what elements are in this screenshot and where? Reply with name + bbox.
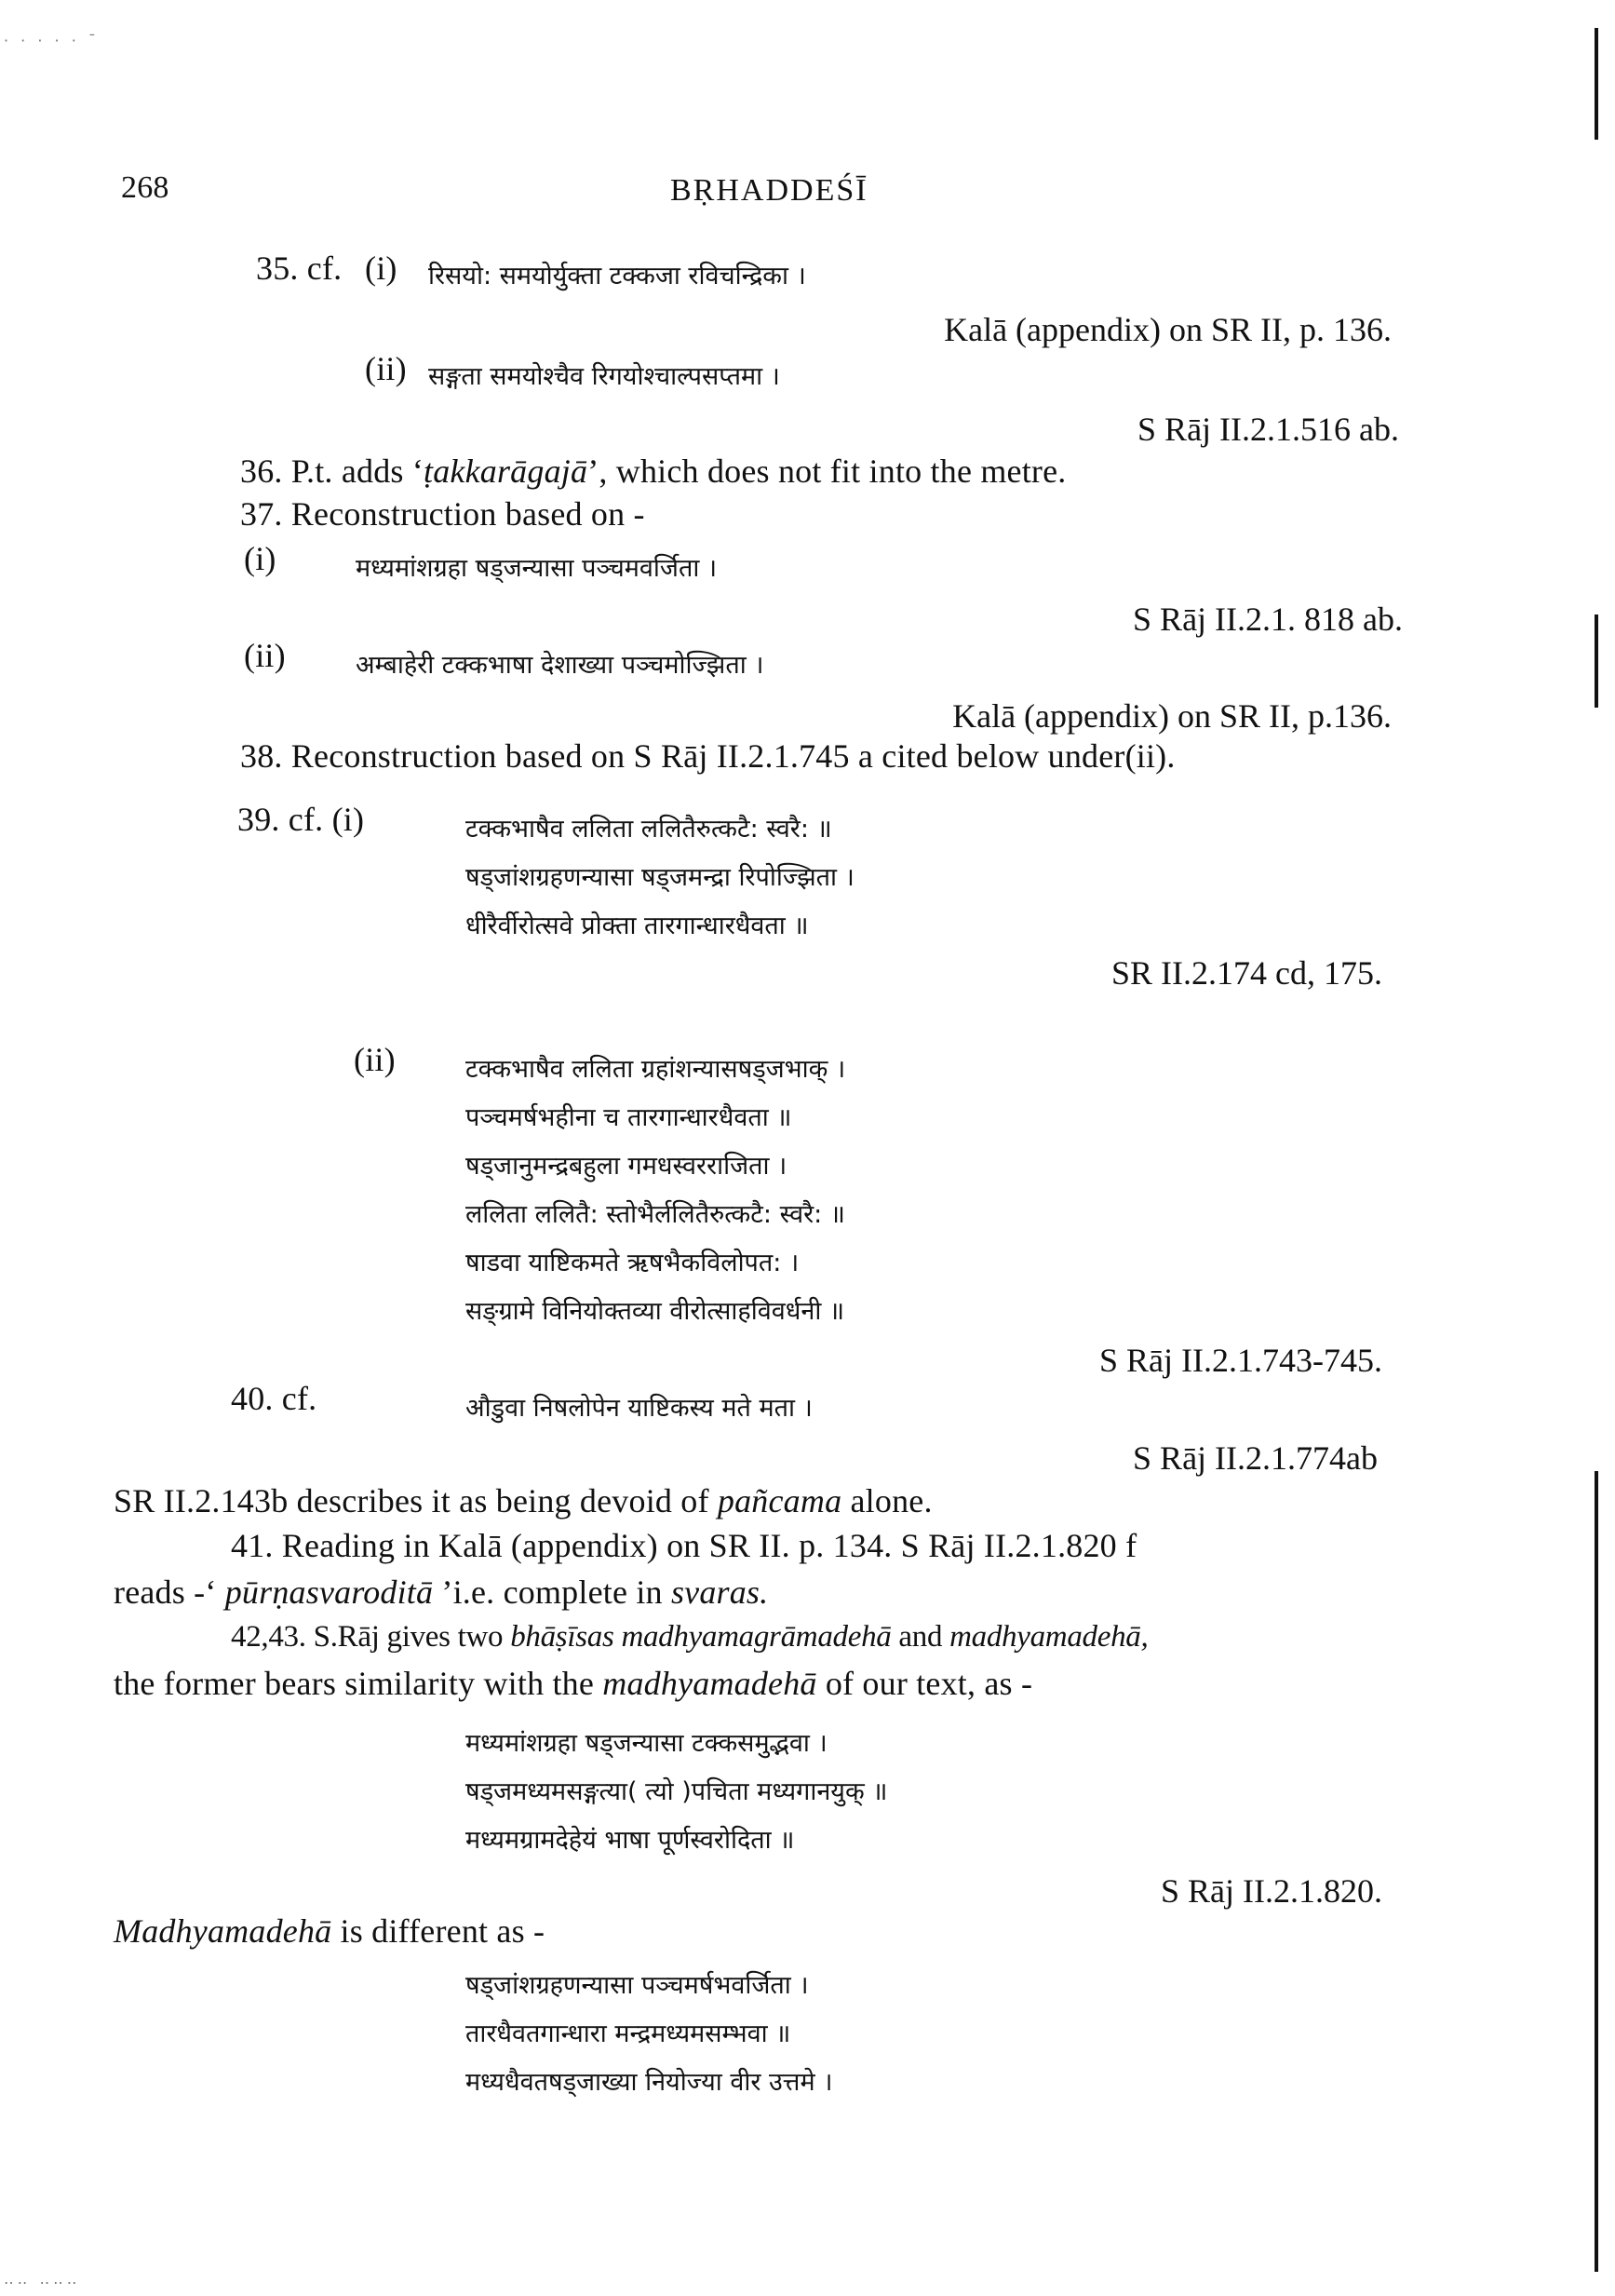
note-41-line-2: [114, 1573, 768, 1612]
note-40-label: 40. cf.: [231, 1380, 317, 1417]
note-42-43-diff-post: is different as -: [331, 1912, 545, 1950]
note-42-43-line-1-italic-3: madhyamadehā,: [949, 1620, 1149, 1654]
note-42-43-line-2-post: of our text, as -: [816, 1665, 1033, 1702]
note-36-post: ’, which does not fit into the metre.: [587, 452, 1067, 490]
note-39-ii-line-5: षाडवा याष्टिकमते ऋषभैकविलोपत: ।: [465, 1249, 800, 1277]
note-35-i-ref: Kalā (appendix) on SR II, p. 136.: [944, 311, 1392, 348]
note-40-line: [114, 1482, 933, 1520]
note-35-i-marker: (i): [365, 250, 397, 287]
note-39-ii-line-2: पञ्चमर्षभहीना च तारगान्धारधैवता ॥: [465, 1103, 792, 1132]
note-37-i-ref: S Rāj II.2.1. 818 ab.: [1133, 601, 1403, 638]
note-42-43-line-1-italic-1: bhāṣīsas: [510, 1620, 614, 1654]
scan-edge-dots: · · · · · ˉ: [4, 32, 100, 49]
note-42-43-a-line-3: मध्यमग्रामदेहेयं भाषा पूर्णस्वरोदिता ॥: [465, 1826, 795, 1855]
note-42-43-a-line-1: मध्यमांशग्रहा षड्जन्यासा टक्कसमुद्भवा ।: [465, 1729, 828, 1758]
note-37-label: 37. Reconstruction based on -: [240, 495, 645, 533]
note-41-line-2-pre: reads -‘: [114, 1573, 225, 1611]
note-41-line-2-italic-1: pūrṇasvaroditā: [224, 1573, 434, 1611]
note-40-line-italic: pañcama: [717, 1482, 842, 1519]
note-37-ii-marker: (ii): [244, 637, 286, 674]
note-37-ii-ref: Kalā (appendix) on SR II, p.136.: [952, 697, 1392, 735]
note-39-i-line-2: षड्जांशग्रहणन्यासा षड्जमन्द्रा रिपोज्झिता ।: [465, 863, 855, 892]
note-39-i-ref: SR II.2.174 cd, 175.: [1111, 954, 1382, 992]
note-42-43-b-line-2: तारधैवतगान्धारा मन्द्रमध्यमसम्भवा ॥: [465, 2019, 791, 2048]
note-40-ref: S Rāj II.2.1.774ab: [1133, 1439, 1378, 1477]
note-39-ii-marker: (ii): [354, 1041, 396, 1078]
note-42-43-a-line-2: षड्जमध्यमसङ्गत्या( त्यो )पचिता मध्यगानयुक् ॥: [465, 1777, 888, 1806]
scan-edge-dots: ‥‥ ‥‥‥: [4, 2270, 81, 2288]
note-42-43-line-2-pre: the former bears similarity with the: [114, 1665, 603, 1702]
note-39-ii-line-3: षड्जानुमन्द्रबहुला गमधस्वरराजिता ।: [465, 1152, 787, 1181]
note-42-43-b-line-1: षड्जांशग्रहणन्यासा पञ्चमर्षभवर्जिता ।: [465, 1971, 809, 2000]
page-number: 268: [121, 170, 169, 205]
note-35-ii-marker: (ii): [365, 350, 407, 387]
note-35-i-text: रिसयो: समयोर्युक्ता टक्कजा रविचन्द्रिका ।: [428, 262, 806, 290]
note-40-line-pre: SR II.2.143b describes it as being devoid of: [114, 1482, 718, 1519]
note-39-ii-line-1: टक्कभाषैव ललिता ग्रहांशन्यासषड्जभाक् ।: [465, 1055, 846, 1084]
note-42-43-line-2: [114, 1665, 1032, 1703]
note-42-43-line-1-and: and: [891, 1620, 950, 1654]
note-37-ii-text: अम्बाहेरी टक्कभाषा देशाख्या पञ्चमोज्झिता ।: [356, 651, 764, 680]
running-title: BṚHADDEŚĪ: [670, 173, 868, 208]
note-35-ii-text: सङ्गता समयोश्चैव रिगयोश्चाल्पसप्तमा ।: [428, 362, 780, 391]
note-42-43-line-1: [231, 1620, 1148, 1655]
note-38: 38. Reconstruction based on S Rāj II.2.1.745 a cited below under(ii).: [240, 737, 1176, 775]
note-41-line-2-italic-2: svaras.: [670, 1573, 769, 1611]
note-37-i-marker: (i): [244, 540, 276, 577]
note-39-ii-line-6: सङ्ग्रामे विनियोक्तव्या वीरोत्साहविवर्धनी ॥: [465, 1297, 845, 1326]
note-39-label: 39. cf. (i): [237, 801, 365, 838]
note-42-43-b-line-3: मध्यधैवतषड्जाख्या नियोज्या वीर उत्तमे ।: [465, 2068, 833, 2097]
note-40-text: औडुवा निषलोपेन याष्टिकस्य मते मता ।: [465, 1394, 813, 1423]
note-39-ii-ref: S Rāj II.2.1.743-745.: [1099, 1342, 1382, 1379]
note-41-line-2-mid: ’i.e. complete in: [433, 1573, 671, 1611]
note-42-43-diff-line: [114, 1912, 545, 1951]
note-35-ii-ref: S Rāj II.2.1.516 ab.: [1137, 411, 1399, 448]
note-36-italic: ṭakkarāgajā: [424, 452, 588, 490]
scan-edge-line: [1595, 28, 1598, 140]
note-35-label: 35. cf.: [256, 250, 343, 287]
note-42-43-a-ref: S Rāj II.2.1.820.: [1161, 1872, 1382, 1910]
note-39-i-line-3: धीरैर्वीरोत्सवे प्रोक्ता तारगान्धारधैवता ॥: [465, 912, 809, 940]
note-37-i-text: मध्यमांशग्रहा षड्जन्यासा पञ्चमवर्जिता ।: [356, 554, 718, 583]
note-36: [240, 452, 1066, 491]
note-42-43-line-2-italic: madhyamadehā: [602, 1665, 817, 1702]
note-41-line-1: 41. Reading in Kalā (appendix) on SR II. p. 134. S Rāj II.2.1.820 f: [231, 1527, 1137, 1564]
note-36-pre: 36. P.t. adds ‘: [240, 452, 424, 490]
scan-edge-line: [1595, 615, 1598, 708]
note-39-i-line-1: टक्कभाषैव ललिता ललितैरुत्कटै: स्वरै: ॥: [465, 815, 832, 844]
note-42-43-line-1-italic-2: madhyamagrāmadehā: [621, 1620, 892, 1654]
note-42-43-diff-italic: Madhyamadehā: [114, 1912, 332, 1950]
note-42-43-line-1-pre: 42,43. S.Rāj gives two: [231, 1620, 511, 1654]
scan-edge-line: [1595, 1471, 1598, 2272]
note-39-ii-line-4: ललिता ललितै: स्तोभैर्ललितैरुत्कटै: स्वरै: ॥: [465, 1200, 845, 1229]
note-40-line-post: alone.: [841, 1482, 933, 1519]
